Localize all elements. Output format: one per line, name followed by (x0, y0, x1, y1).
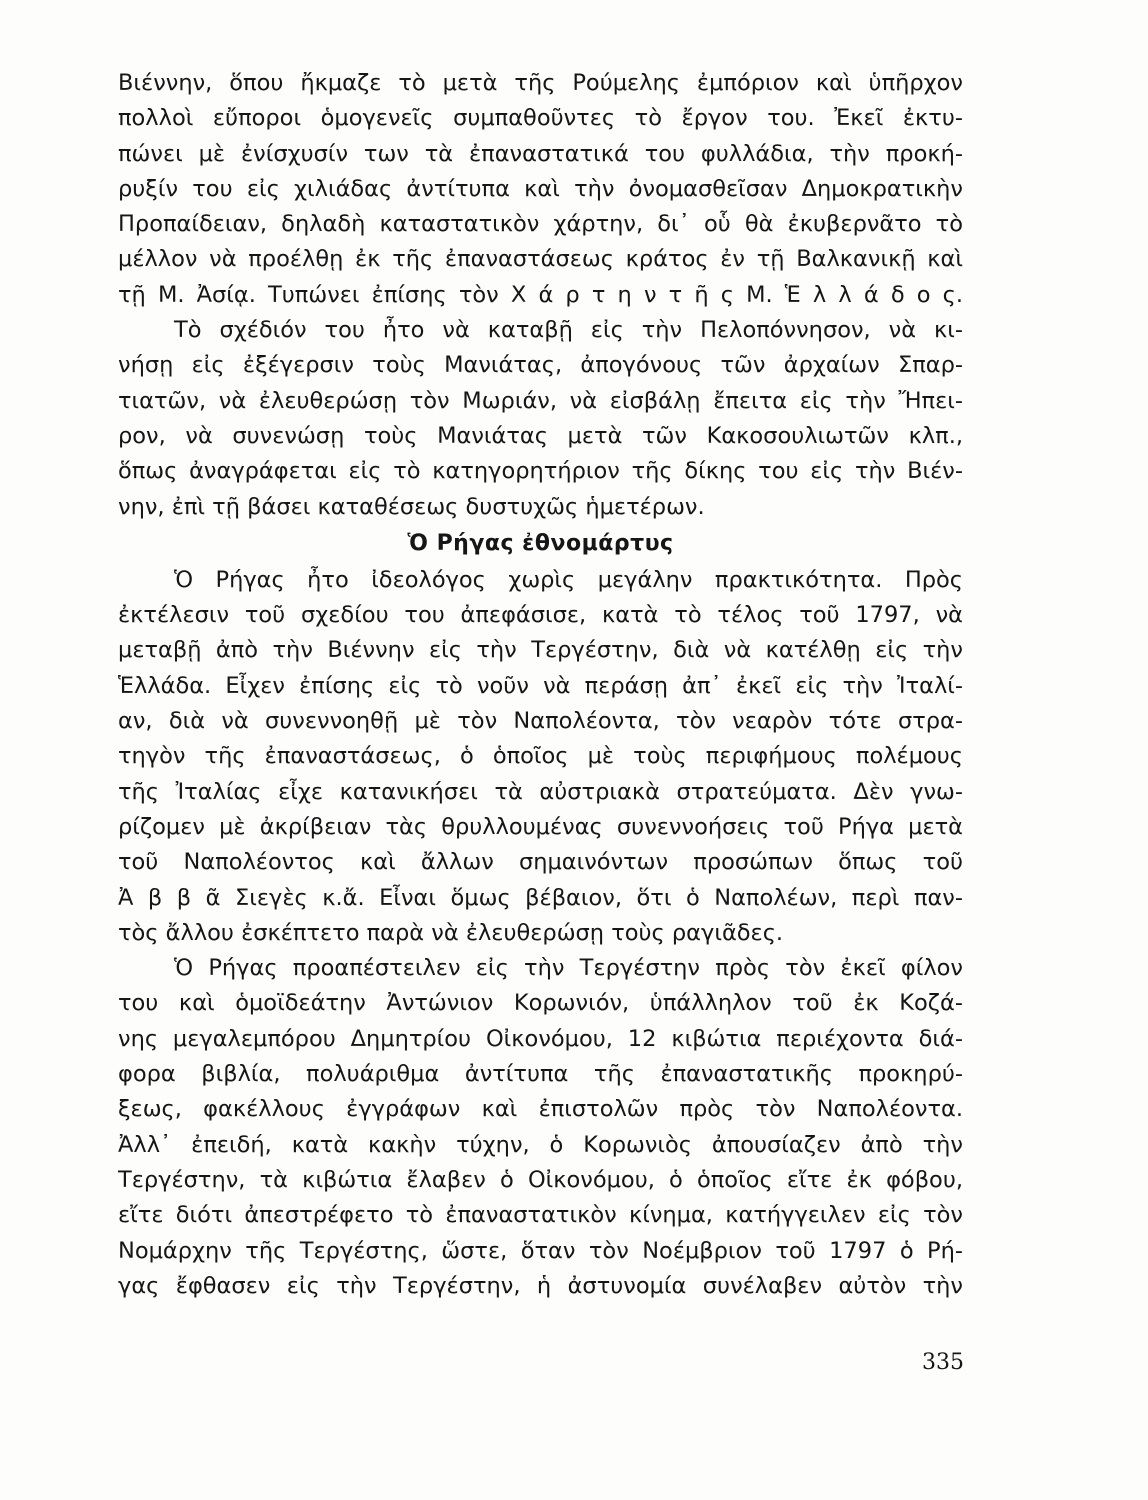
text-line: ρυξίν του εἰς χιλιάδας ἀντίτυπα καὶ τὴν ὀνομασθεῖσαν Δημοκρατικὴν (118, 175, 963, 202)
text-line: Ὁ Ρήγας ἦτο ἰδεολόγος χωρὶς μεγάλην πρακτικότητα. Πρὸς (174, 566, 963, 593)
text-line: μεταβῇ ἀπὸ τὴν Βιέννην εἰς τὴν Τεργέστην, διὰ νὰ κατέλθῃ εἰς τὴν (118, 637, 963, 664)
text-line: εἴτε διότι ἀπεστρέφετο τὸ ἐπαναστατικὸν κίνημα, κατήγγειλεν εἰς τὸν (118, 1202, 963, 1229)
paragraph-1 (118, 66, 963, 313)
text-line: νης μεγαλεμπόρου Δημητρίου Οἰκονόμου, 12 κιβώτια περιέχοντα διά- (118, 1025, 963, 1052)
text-line: Ἑλλάδα. Εἶχεν ἐπίσης εἰς τὸ νοῦν νὰ περάσῃ ἀπ᾽ ἐκεῖ εἰς τὴν Ἰταλί- (118, 672, 963, 699)
text-line: μέλλον νὰ προέλθῃ ἐκ τῆς ἐπαναστάσεως κράτος ἐν τῇ Βαλκανικῇ καὶ (118, 246, 963, 273)
text-line: αν, διὰ νὰ συνεννοηθῇ μὲ τὸν Ναπολέοντα, τὸν νεαρὸν τότε στρα- (118, 708, 963, 735)
text-line: του καὶ ὁμοϊδεάτην Ἀντώνιον Κορωνιόν, ὑπάλληλον τοῦ ἐκ Κοζά- (118, 990, 963, 1017)
text-line: τηγὸν τῆς ἐπαναστάσεως, ὁ ὁποῖος μὲ τοὺς περιφήμους πολέμους (118, 743, 963, 770)
text-line: ὅπως ἀναγράφεται εἰς τὸ κατηγορητήριον τῆς δίκης του εἰς τὴν Βιέν- (118, 458, 963, 485)
text-line: νην, ἐπὶ τῇ βάσει καταθέσεως δυστυχῶς ἡμετέρων. (118, 493, 705, 520)
text-line: γας ἔφθασεν εἰς τὴν Τεργέστην, ἡ ἀστυνομία συνέλαβεν αὐτὸν τὴν (118, 1272, 963, 1299)
text-line: τῆς Ἰταλίας εἶχε κατανικήσει τὰ αὐστριακὰ στρατεύματα. Δὲν γνω- (118, 778, 963, 805)
text-line: πολλοὶ εὔποροι ὁμογενεῖς συμπαθοῦντες τὸ ἔργον του. Ἐκεῖ ἐκτυ- (118, 105, 963, 132)
text-line: Τὸ σχέδιόν του ἦτο νὰ καταβῇ εἰς τὴν Πελοπόννησον, νὰ κι- (174, 317, 963, 344)
text-line: ἐκτέλεσιν τοῦ σχεδίου του ἀπεφάσισε, κατὰ τὸ τέλος τοῦ 1797, νὰ (118, 602, 963, 629)
text-line: ρον, νὰ συνενώσῃ τοὺς Μανιάτας μετὰ τῶν Κακοσουλιωτῶν κλπ., (118, 422, 963, 449)
text-line: τῇ Μ. Ἀσίᾳ. Τυπώνει ἐπίσης τὸν Χ ά ρ τ η ν τ ῆ ς Μ. Ἑ λ λ ά δ ο ς. (118, 281, 963, 308)
paragraph-2 (118, 313, 963, 525)
body-text (118, 66, 963, 1304)
text-line: ρίζομεν μὲ ἀκρίβειαν τὰς θρυλλουμένας συνεννοήσεις τοῦ Ρήγα μετὰ (118, 813, 963, 840)
text-line: Ὁ Ρήγας προαπέστειλεν εἰς τὴν Τεργέστην πρὸς τὸν ἐκεῖ φίλον (174, 955, 963, 982)
text-line: τιατῶν, νὰ ἐλευθερώσῃ τὸν Μωριάν, νὰ εἰσβάλῃ ἔπειτα εἰς τὴν Ἤπει- (118, 387, 963, 414)
text-line: τὸς ἄλλου ἐσκέπτετο παρὰ νὰ ἐλευθερώσῃ τοὺς ραγιᾶδες. (118, 919, 784, 946)
text-line: νήσῃ εἰς ἐξέγερσιν τοὺς Μανιάτας, ἀπογόνους τῶν ἀρχαίων Σπαρ- (118, 352, 963, 379)
text-line: Προπαίδειαν, δηλαδὴ καταστατικὸν χάρτην, δι᾽ οὗ θὰ ἐκυβερνᾶτο τὸ (118, 211, 963, 238)
paragraph-4 (118, 951, 963, 1304)
page-number: 335 (922, 1350, 964, 1375)
text-line: τοῦ Ναπολέοντος καὶ ἄλλων σημαινόντων προσώπων ὅπως τοῦ (118, 849, 963, 876)
paragraph-3 (118, 563, 963, 951)
text-line: πώνει μὲ ἐνίσχυσίν των τὰ ἐπαναστατικά του φυλλάδια, τὴν προκή- (118, 140, 963, 167)
section-heading: Ὁ Ρήγας ἐθνομάρτυς (407, 530, 674, 556)
text-line: Βιέννην, ὅπου ἤκμαζε τὸ μετὰ τῆς Ρούμελης ἐμπόριον καὶ ὑπῆρχον (118, 70, 963, 96)
text-line: Ἀ β β ᾶ Σιεγὲς κ.ἄ. Εἶναι ὅμως βέβαιον, ὅτι ὁ Ναπολέων, περὶ παν- (118, 884, 963, 911)
text-line: φορα βιβλία, πολυάριθμα ἀντίτυπα τῆς ἐπαναστατικῆς προκηρύ- (118, 1061, 963, 1088)
text-line: Ἀλλ᾽ ἐπειδή, κατὰ κακὴν τύχην, ὁ Κορωνιὸς ἀπουσίαζεν ἀπὸ τὴν (118, 1131, 963, 1158)
text-line: ξεως, φακέλλους ἐγγράφων καὶ ἐπιστολῶν πρὸς τὸν Ναπολέοντα. (118, 1096, 963, 1123)
text-line: Νομάρχην τῆς Τεργέστης, ὥστε, ὅταν τὸν Νοέμβριον τοῦ 1797 ὁ Ρή- (118, 1237, 963, 1264)
text-line: Τεργέστην, τὰ κιβώτια ἔλαβεν ὁ Οἰκονόμου, ὁ ὁποῖος εἴτε ἐκ φόβου, (118, 1166, 963, 1193)
